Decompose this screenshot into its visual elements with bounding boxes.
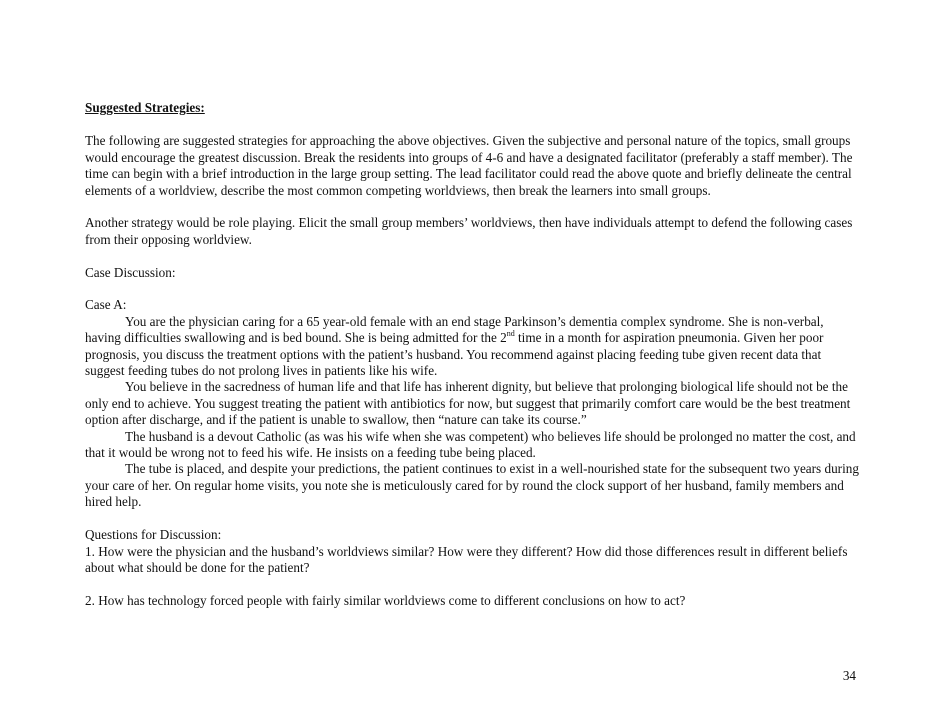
case-a-label: Case A:	[85, 297, 127, 313]
document-body	[85, 100, 860, 609]
case-discussion-label: Case Discussion:	[85, 264, 176, 280]
case-a-paragraph-3: The husband is a devout Catholic (as was his wife when she was competent) who believes life should be prolonged no matter the cost, and that it would be wrong not to feed his wife. He insists on a feeding tube being placed.	[85, 428, 856, 461]
question-1: 1. How were the physician and the husband’s worldviews similar? How were they different? How did those differences result in different beliefs about what should be done for the patient?	[85, 543, 848, 575]
ordinal-suffix: nd	[506, 329, 515, 339]
questions-label: Questions for Discussion:	[85, 527, 222, 543]
case-a-p1-text-cont: time in a month for aspiration pneumonia. Given her poor prognosis, you discuss the treatment options with the patient’s husband. You recommend against placing feeding tube given recent data that suggest feeding tubes do not prolong lives in patients like his wife.	[85, 330, 824, 379]
question-2: 2. How has technology forced people with fairly similar worldviews come to different conclusions on how to act?	[85, 592, 686, 608]
section-heading: Suggested Strategies:	[85, 100, 205, 115]
page-number: 34	[842, 668, 856, 683]
case-a-p1-text: You are the physician caring for a 65 year-old female with an end stage Parkinson’s dementia complex syndrome. She is non-verbal, having difficulties swallowing and is bed bound. She is being admitted for the 2	[85, 313, 824, 346]
intro-paragraph: The following are suggested strategies for approaching the above objectives. Given the subjective and personal nature of the topics, small groups would encourage the greatest discussion. Break the residents into groups of 4-6 and have a designated facilitator (preferably a staff member). The time can begin with a brief introduction in the large group setting. The lead facilitator could read the above quote and briefly delineate the central elements of a worldview, describe the most common competing worldviews, then break the learners into small groups.	[85, 133, 853, 198]
role-play-paragraph: Another strategy would be role playing. Elicit the small group members’ worldviews, then have individuals attempt to defend the following cases from their opposing worldview.	[85, 215, 853, 247]
case-a-paragraph-2: You believe in the sacredness of human life and that life has inherent dignity, but believe that prolonging biological life should not be the only end to achieve. You suggest treating the patient with antibiotics for now, but suggest that primarily comfort care would be the best treatment option after discharge, and if the patient is unable to swallow, then “nature can take its course.”	[85, 379, 851, 428]
case-a-paragraph-1	[85, 314, 860, 380]
case-a-paragraph-4: The tube is placed, and despite your predictions, the patient continues to exist in a well-nourished state for the subsequent two years during your care of her. On regular home visits, you note she is meticulously cared for by round the clock support of her husband, family members and hired help.	[85, 461, 859, 510]
